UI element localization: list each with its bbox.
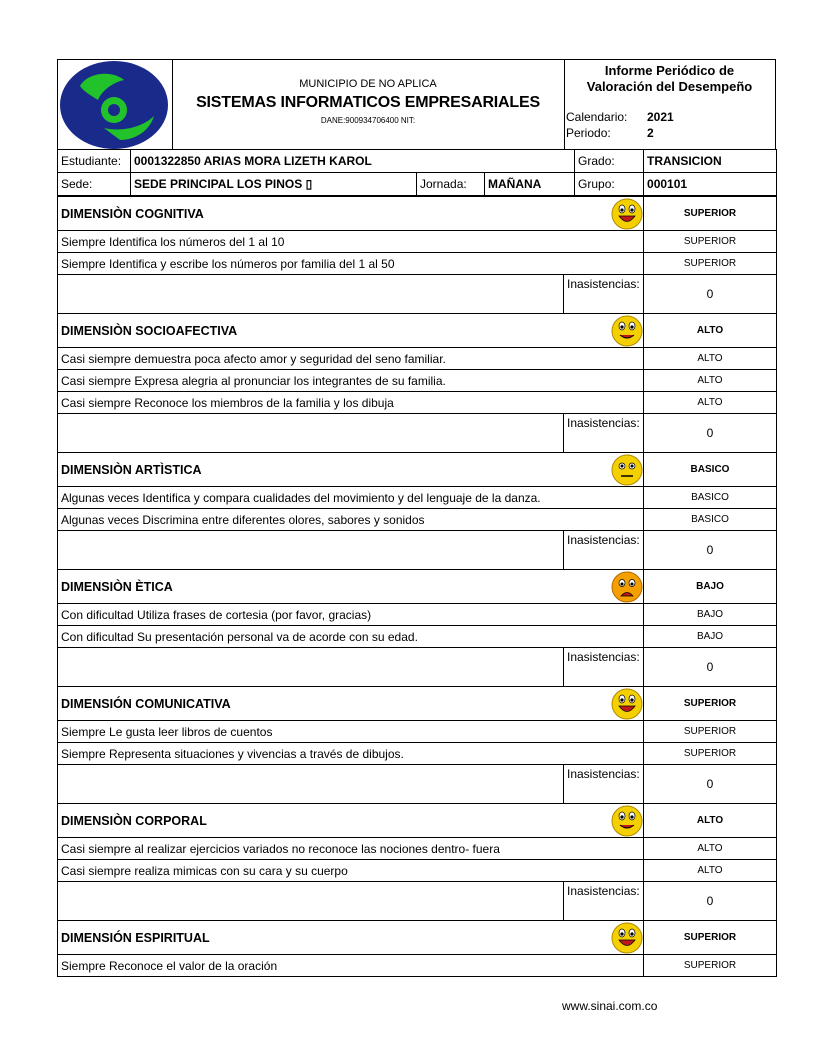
indicator-text: Casi siempre demuestra poca afecto amor y seguridad del seno familiar.: [58, 348, 644, 370]
indicator-level: BASICO: [644, 509, 777, 531]
absences-blank: [58, 531, 564, 570]
absences-blank: [58, 414, 564, 453]
dimension-name: DIMENSIÒN ÈTICA: [61, 579, 173, 594]
indicator-text: Casi siempre Reconoce los miembros de la familia y los dibuja: [58, 392, 644, 414]
smile-face-icon: [611, 315, 643, 347]
neutral-face-icon: [611, 454, 643, 486]
indicator-level: ALTO: [644, 348, 777, 370]
absences-row: [58, 882, 777, 921]
organization-name: SISTEMAS INFORMATICOS EMPRESARIALES: [196, 94, 540, 111]
indicator-text: Siempre Le gusta leer libros de cuentos: [58, 721, 644, 743]
indicator-level: ALTO: [644, 838, 777, 860]
absences-blank: [58, 882, 564, 921]
calendar-row: [566, 110, 674, 124]
site-value: SEDE PRINCIPAL LOS PINOS ▯: [131, 173, 417, 196]
student-value: 0001322850 ARIAS MORA LIZETH KAROL: [131, 150, 575, 173]
dimension-header-row: [58, 314, 777, 348]
absences-label: Inasistencias:: [564, 275, 644, 314]
dimension-level: SUPERIOR: [644, 921, 777, 955]
calendar-label: Calendario:: [566, 110, 628, 124]
grade-label: Grado:: [575, 150, 644, 173]
absences-value: 0: [644, 414, 777, 453]
indicator-level: BAJO: [644, 604, 777, 626]
dimension-level: SUPERIOR: [644, 197, 777, 231]
dimension-name-cell: [58, 314, 644, 348]
indicator-row: [58, 838, 777, 860]
happy-face-icon: [611, 922, 643, 954]
absences-row: [58, 648, 777, 687]
indicator-row: [58, 253, 777, 275]
dimension-level: ALTO: [644, 804, 777, 838]
absences-label: Inasistencias:: [564, 414, 644, 453]
dimension-header-row: [58, 921, 777, 955]
indicator-level: SUPERIOR: [644, 743, 777, 765]
indicator-level: BASICO: [644, 487, 777, 509]
absences-label: Inasistencias:: [564, 648, 644, 687]
calendar-value: 2021: [647, 110, 674, 124]
indicator-row: [58, 604, 777, 626]
indicator-row: [58, 743, 777, 765]
municipality: MUNICIPIO DE NO APLICA: [299, 78, 437, 90]
happy-face-icon: [611, 198, 643, 230]
dimension-name: DIMENSIÒN ARTÌSTICA: [61, 462, 202, 477]
absences-row: [58, 765, 777, 804]
indicator-text: Casi siempre Expresa alegria al pronunciar los integrantes de su familia.: [58, 370, 644, 392]
indicator-row: [58, 721, 777, 743]
indicator-level: SUPERIOR: [644, 721, 777, 743]
indicator-text: Casi siempre realiza mimicas con su cara y su cuerpo: [58, 860, 644, 882]
group-label: Grupo:: [575, 173, 644, 196]
indicator-level: BAJO: [644, 626, 777, 648]
indicator-level: ALTO: [644, 392, 777, 414]
indicator-text: Algunas veces Identifica y compara cualidades del movimiento y del lenguaje de la danza.: [58, 487, 644, 509]
absences-label: Inasistencias:: [564, 765, 644, 804]
dimension-name: DIMENSIÒN COGNITIVA: [61, 206, 204, 221]
absences-value: 0: [644, 531, 777, 570]
absences-row: [58, 275, 777, 314]
group-value: 000101: [644, 173, 777, 196]
indicator-text: Con dificultad Utiliza frases de cortesia (por favor, gracias): [58, 604, 644, 626]
absences-label: Inasistencias:: [564, 882, 644, 921]
report-info-cell: [564, 60, 775, 149]
shift-value: MAÑANA: [485, 173, 575, 196]
indicator-row: [58, 955, 777, 977]
indicator-row: [58, 509, 777, 531]
report-title: Informe Periódico de Valoración del Desempeño: [586, 63, 753, 94]
dane-nit: DANE:900934706400 NIT:: [320, 116, 416, 125]
absences-blank: [58, 765, 564, 804]
dimension-name-cell: [58, 453, 644, 487]
shift-label: Jornada:: [417, 173, 485, 196]
dimension-level: ALTO: [644, 314, 777, 348]
student-label: Estudiante:: [58, 150, 131, 173]
indicator-row: [58, 626, 777, 648]
indicator-text: Siempre Reconoce el valor de la oración: [58, 955, 644, 977]
dimension-header-row: [58, 197, 777, 231]
report-sheet: [57, 59, 776, 977]
indicator-text: Casi siempre al realizar ejercicios variados no reconoce las nociones dentro- fuera: [58, 838, 644, 860]
indicator-row: [58, 860, 777, 882]
period-label: Periodo:: [566, 126, 611, 140]
sad-face-icon: [611, 571, 643, 603]
dimension-header-row: [58, 453, 777, 487]
site-row: [58, 173, 777, 196]
organization-cell: [172, 60, 565, 149]
student-row: [58, 150, 777, 173]
dimension-header-row: [58, 570, 777, 604]
indicator-level: SUPERIOR: [644, 253, 777, 275]
dimension-name-cell: [58, 197, 644, 231]
indicator-level: ALTO: [644, 860, 777, 882]
dimension-name: DIMENSIÓN ESPIRITUAL: [61, 930, 210, 945]
dimension-level: BAJO: [644, 570, 777, 604]
dimension-name-cell: [58, 921, 644, 955]
indicator-row: [58, 487, 777, 509]
dimension-name: DIMENSIÒN CORPORAL: [61, 813, 207, 828]
indicator-text: Con dificultad Su presentación personal va de acorde con su edad.: [58, 626, 644, 648]
period-row: [566, 126, 654, 140]
indicator-row: [58, 231, 777, 253]
dimension-name: DIMENSIÒN SOCIOAFECTIVA: [61, 323, 238, 338]
happy-face-icon: [611, 688, 643, 720]
period-value: 2: [647, 126, 654, 140]
absences-row: [58, 414, 777, 453]
absences-value: 0: [644, 882, 777, 921]
dimension-header-row: [58, 687, 777, 721]
absences-row: [58, 531, 777, 570]
indicator-row: [58, 370, 777, 392]
indicator-row: [58, 348, 777, 370]
site-label: Sede:: [58, 173, 131, 196]
indicator-text: Siempre Representa situaciones y vivencias a través de dibujos.: [58, 743, 644, 765]
indicator-level: SUPERIOR: [644, 231, 777, 253]
absences-value: 0: [644, 765, 777, 804]
indicator-row: [58, 392, 777, 414]
absences-value: 0: [644, 275, 777, 314]
dimension-level: BASICO: [644, 453, 777, 487]
report-header: [57, 59, 776, 150]
absences-value: 0: [644, 648, 777, 687]
dimension-name-cell: [58, 570, 644, 604]
absences-label: Inasistencias:: [564, 531, 644, 570]
indicator-text: Siempre Identifica y escribe los números por familia del 1 al 50: [58, 253, 644, 275]
dimension-name-cell: [58, 804, 644, 838]
indicator-level: ALTO: [644, 370, 777, 392]
dimension-header-row: [58, 804, 777, 838]
dimension-name: DIMENSIÓN COMUNICATIVA: [61, 696, 231, 711]
indicator-text: Siempre Identifica los números del 1 al 10: [58, 231, 644, 253]
organization-logo: [58, 60, 172, 149]
smile-face-icon: [611, 805, 643, 837]
absences-blank: [58, 648, 564, 687]
dimensions-table: [57, 196, 777, 977]
student-info-table: [57, 149, 777, 196]
indicator-text: Algunas veces Discrimina entre diferentes olores, sabores y sonidos: [58, 509, 644, 531]
absences-blank: [58, 275, 564, 314]
grade-value: TRANSICION: [644, 150, 777, 173]
indicator-level: SUPERIOR: [644, 955, 777, 977]
logo-cell: [58, 60, 173, 149]
footer-website[interactable]: www.sinai.com.co: [562, 999, 658, 1013]
dimension-level: SUPERIOR: [644, 687, 777, 721]
dimension-name-cell: [58, 687, 644, 721]
